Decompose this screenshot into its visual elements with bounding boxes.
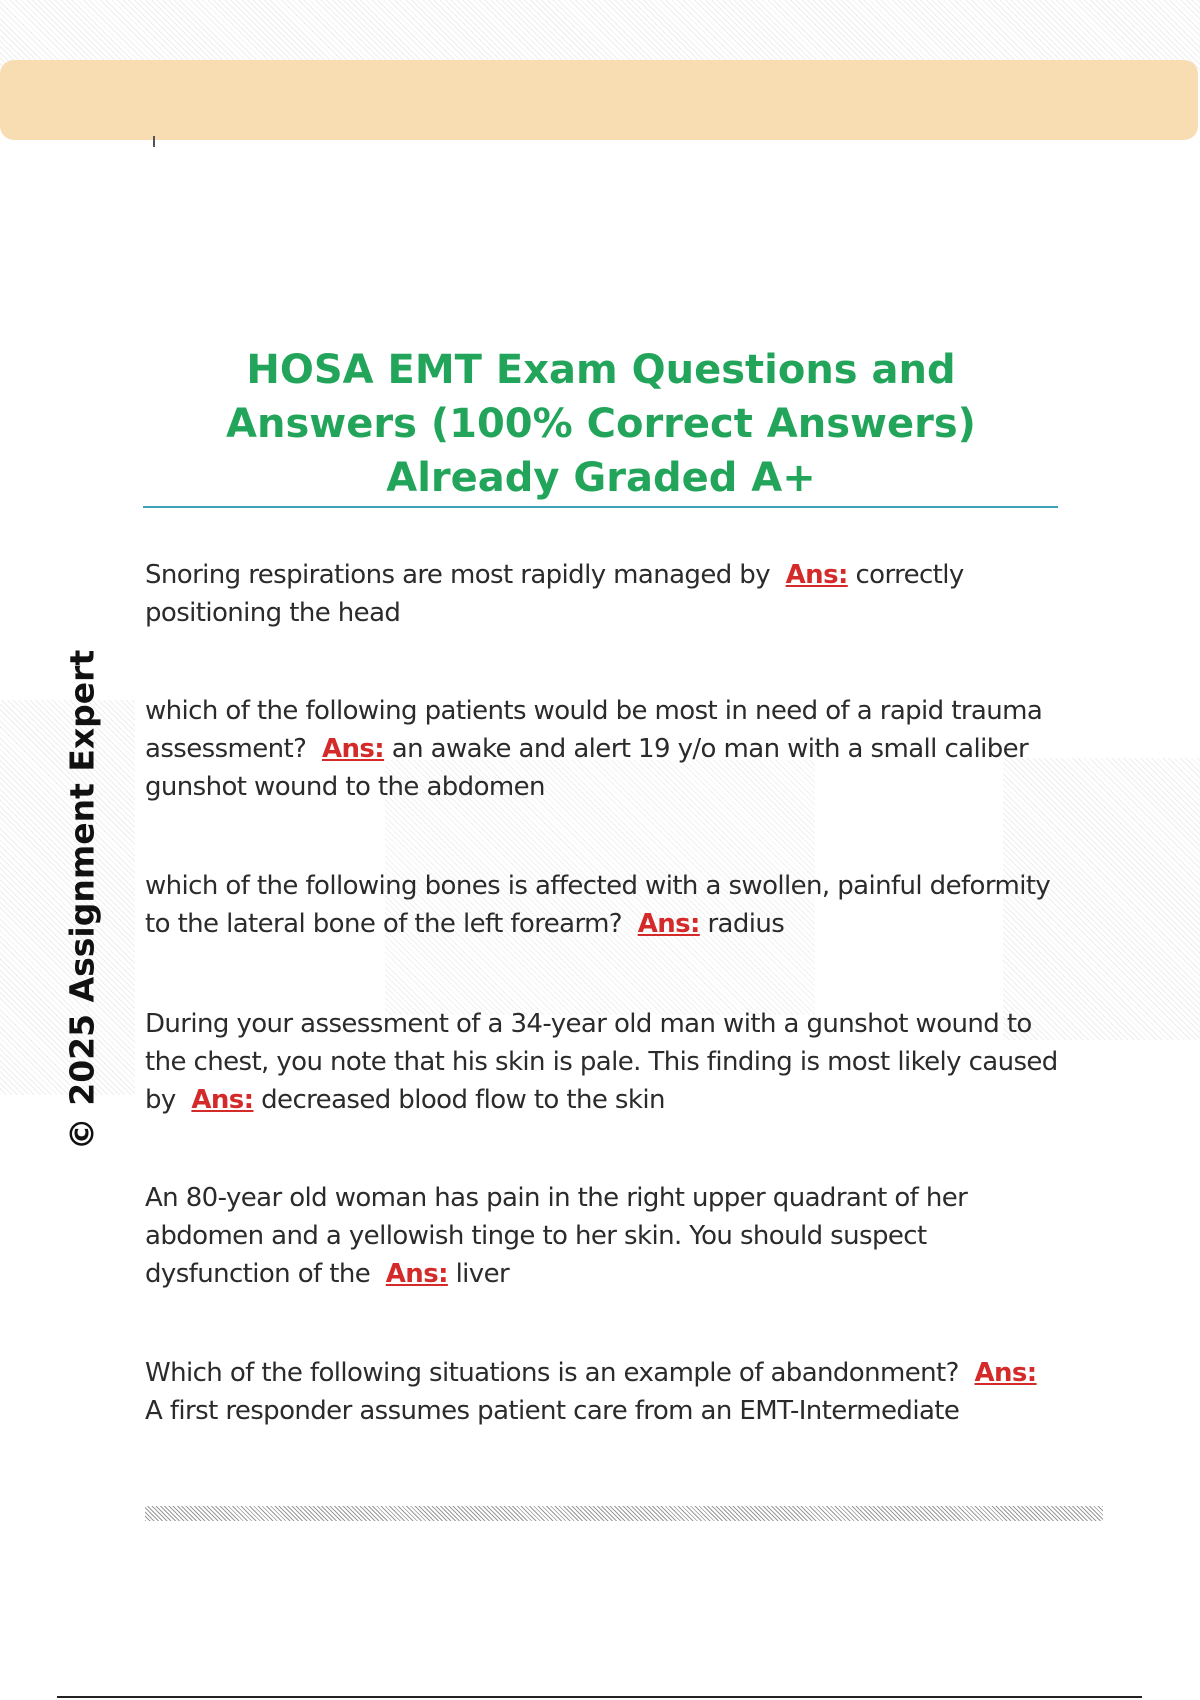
question-text: During your assessment of a 34-year old man with a gunshot wound to the chest, you note that his skin is pale. This finding is most likely caused by [145, 1009, 1058, 1115]
answer-label: Ans: [321, 734, 385, 764]
banner-tick-mark [153, 136, 155, 147]
qa-item-4 [145, 1005, 1060, 1119]
question-text: which of the following patients would be most in need of a rapid trauma assessment? [145, 696, 1043, 764]
title-divider [143, 506, 1058, 508]
answer-text: liver [455, 1259, 510, 1289]
qa-item-3 [145, 867, 1060, 943]
copyright-watermark: © 2025 Assignment Expert [62, 649, 102, 1151]
question-text: Which of the following situations is an example of abandonment? [145, 1358, 959, 1388]
bottom-hatch-divider [145, 1506, 1103, 1521]
qa-item-2 [145, 692, 1060, 806]
answer-label: Ans: [191, 1085, 254, 1115]
question-text: Snoring respirations are most rapidly managed by [145, 560, 770, 590]
question-text: An 80-year old woman has pain in the right upper quadrant of her abdomen and a yellowish tinge to her skin. You should suspect dysfunction of the [145, 1183, 968, 1289]
qa-item-6 [145, 1354, 1060, 1430]
qa-item-1 [145, 556, 1060, 632]
footer-rule [57, 1696, 1142, 1698]
document-title: HOSA EMT Exam Questions and Answers (100% Correct Answers) Already Graded A+ [226, 347, 976, 501]
answer-text: A first responder assumes patient care from an EMT-Intermediate [145, 1396, 960, 1426]
answer-label: Ans: [974, 1358, 1037, 1388]
answer-label: Ans: [785, 560, 848, 590]
header-banner [0, 60, 1198, 140]
answer-text: correctly positioning the head [145, 560, 964, 628]
answer-text: radius [707, 909, 785, 939]
answer-label: Ans: [385, 1259, 448, 1289]
qa-item-5 [145, 1179, 1060, 1293]
question-text: which of the following bones is affected with a swollen, painful deformity to the lateral bone of the left forearm? [145, 871, 1051, 939]
answer-text: an awake and alert 19 y/o man with a small caliber gunshot wound to the abdomen [145, 734, 1029, 802]
answer-label: Ans: [637, 909, 700, 939]
answer-text: decreased blood flow to the skin [261, 1085, 665, 1115]
